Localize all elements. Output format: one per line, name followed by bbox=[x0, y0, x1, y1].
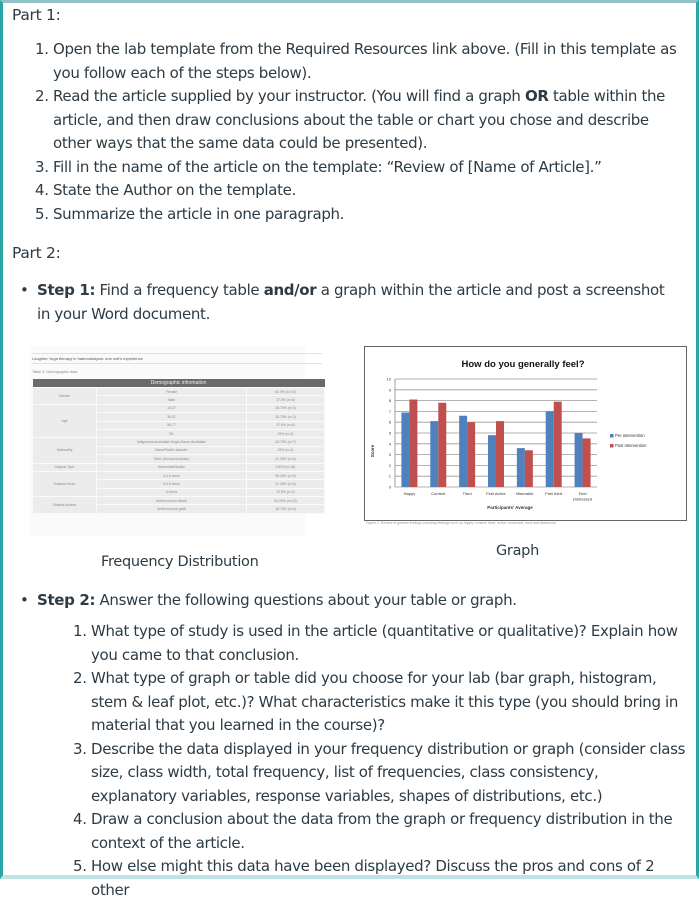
table-value-cell: 18.75% (n=3) bbox=[247, 505, 325, 513]
table-item-cell: 78+ bbox=[97, 429, 247, 437]
table-item-cell: Other (European/Asian) bbox=[97, 455, 247, 463]
frequency-table-image bbox=[30, 346, 305, 536]
legend-swatch bbox=[610, 434, 614, 438]
question-5: 5. How else might this data have been displayed? Discuss the pros and cons of 2 other bbox=[73, 857, 655, 899]
step2-bullet: • Step 2: Answer the following questions about your table or graph. bbox=[20, 591, 517, 609]
bar-post bbox=[496, 421, 504, 487]
table-value-cell: 37.5% (n=6) bbox=[247, 421, 325, 429]
part1-item-1: 1. Open the lab template from the Required Resources link above. (Fill in this template as you follow each of the steps below). bbox=[35, 40, 677, 82]
bar-post bbox=[583, 438, 591, 487]
table-item-cell: Arteriovenous graft bbox=[97, 505, 247, 513]
legend-label: Post Intervention bbox=[615, 443, 647, 448]
y-tick-label: 1 bbox=[388, 473, 391, 479]
table-item-cell: 38-57 bbox=[97, 413, 247, 421]
table-item-cell: 58-77 bbox=[97, 421, 247, 429]
table-item-cell: Arteriovenous fistula bbox=[97, 497, 247, 505]
figure-caption: Figure 2: Review of general feelings including feelings such as happy, content, tired, active, miserable, alert and distressed bbox=[366, 521, 556, 525]
graph-label: Graph bbox=[496, 543, 539, 559]
table-row bbox=[33, 388, 325, 396]
table-value-cell: 43.75% (n=7) bbox=[247, 438, 325, 446]
bar-chart bbox=[365, 347, 685, 519]
table-value-cell: 56.25% (n=9) bbox=[247, 471, 325, 479]
y-tick-label: 3 bbox=[388, 452, 391, 458]
table-row bbox=[33, 471, 325, 479]
x-tick-label: Happy bbox=[403, 491, 416, 496]
y-tick-label: 5 bbox=[388, 430, 391, 436]
table-value-cell: 18.75% (n=3) bbox=[247, 413, 325, 421]
bar-post bbox=[525, 450, 533, 487]
y-tick-label: 0 bbox=[388, 484, 391, 490]
step1-bullet: • Step 1: Find a frequency table and/or a graph within the article and post a screenshot in your Word document. bbox=[20, 281, 665, 323]
y-tick-label: 8 bbox=[388, 398, 391, 404]
table-value-cell: 100% (n=16) bbox=[247, 463, 325, 471]
table-value-cell: 81.25% (n=13) bbox=[247, 497, 325, 505]
y-tick-label: 6 bbox=[388, 419, 391, 425]
part2-heading: Part 2: bbox=[12, 244, 61, 262]
bar-pre bbox=[401, 412, 409, 487]
part1-item-3: 3. Fill in the name of the article on the template: “Review of [Name of Article].” bbox=[35, 157, 602, 176]
bar-pre bbox=[575, 433, 583, 487]
y-axis-label: Score bbox=[370, 444, 375, 458]
question-3: 3. Describe the data displayed in your frequency distribution or graph (consider class size, class width, total frequency, list of frequencies, class consistency, explanatory variables, response variables, shapes of distributions, etc.) bbox=[73, 739, 686, 805]
table-value-cell: 37.5% (n=6) bbox=[247, 396, 325, 404]
legend-label: Pre Intervention bbox=[615, 433, 645, 438]
y-tick-label: 10 bbox=[386, 376, 391, 382]
table-value-cell: 25% (n=4) bbox=[247, 429, 325, 437]
question-2: 2. What type of graph or table did you choose for your lab (bar graph, histogram, stem & leaf plot, etc.)? What characteristics make it this type (you should bring in material that you learned in the course)? bbox=[73, 669, 679, 734]
x-tick-label: Tired bbox=[462, 491, 472, 496]
part1-item-5: 5. Summarize the article in one paragraph. bbox=[35, 204, 345, 223]
x-axis-label: Participants' Average bbox=[487, 505, 533, 510]
table-item-cell: 4-4.5 hours bbox=[97, 471, 247, 479]
table-value-cell: 31.25% (n=5) bbox=[247, 455, 325, 463]
bar-pre bbox=[546, 411, 554, 487]
article-title: Laughter Yoga therapy in haemodialysis: one unit's experience bbox=[32, 353, 322, 364]
table-item-cell: Male bbox=[97, 396, 247, 404]
bar-pre bbox=[430, 421, 438, 487]
table-row bbox=[33, 497, 325, 505]
y-tick-label: 9 bbox=[388, 387, 391, 393]
bar-post bbox=[554, 402, 562, 487]
part1-item-2: 2. Read the article supplied by your instructor. (You will find a graph OR table within the article, and then draw conclusions about the table or chart you chose and describe other ways that the same data could be presented). bbox=[35, 87, 666, 152]
bar-pre bbox=[517, 448, 525, 487]
table-value-cell: 62.5% (n=10) bbox=[247, 388, 325, 396]
legend-swatch bbox=[610, 444, 614, 448]
table-group-cell: Dialysis Access bbox=[33, 497, 97, 514]
table-header: Demographic information bbox=[33, 379, 325, 388]
table-value-cell: 31.25% (n=5) bbox=[247, 480, 325, 488]
question-1: 1. What type of study is used in the article (quantitative or qualitative)? Explain how you came to that conclusion. bbox=[73, 622, 678, 664]
x-tick-label: Feel Active bbox=[486, 491, 506, 496]
table-item-cell: Female bbox=[97, 388, 247, 396]
table-group-cell: Dialysis Type bbox=[33, 463, 97, 471]
bar-post bbox=[467, 422, 475, 487]
y-tick-label: 4 bbox=[388, 441, 391, 447]
bar-post bbox=[438, 403, 446, 487]
table-group-cell: Age bbox=[33, 404, 97, 438]
table-caption: Table 2: Demographic data bbox=[32, 370, 78, 374]
chart-title: How do you generally feel? bbox=[461, 359, 585, 370]
part1-item-4: 4. State the Author on the template. bbox=[35, 181, 296, 199]
question-4: 4. Draw a conclusion about the data from the graph or frequency distribution in the context of the article. bbox=[73, 810, 673, 852]
table-value-cell: 18.75% (n=3) bbox=[247, 404, 325, 412]
frequency-distribution-label: Frequency Distribution bbox=[101, 554, 259, 570]
x-tick-label: Miserable bbox=[516, 491, 534, 496]
part1-heading: Part 1: bbox=[12, 6, 61, 24]
bar-pre bbox=[488, 435, 496, 487]
table-item-cell: 18-37 bbox=[97, 404, 247, 412]
step2-questions bbox=[73, 620, 688, 902]
y-tick-label: 7 bbox=[388, 408, 391, 414]
bar-pre bbox=[459, 416, 467, 487]
table-value-cell: 25% (n=4) bbox=[247, 446, 325, 454]
demographic-table bbox=[32, 379, 325, 514]
table-row bbox=[33, 438, 325, 446]
table-group-cell: Gender bbox=[33, 388, 97, 405]
table-item-cell: Haemodiafiltration bbox=[97, 463, 247, 471]
x-tick-label: Feel Distressed bbox=[573, 491, 593, 502]
table-item-cell: Maori/Pacific Islander bbox=[97, 446, 247, 454]
table-item-cell: 5-5.5 hours bbox=[97, 480, 247, 488]
table-group-cell: Nationality bbox=[33, 438, 97, 463]
bar-post bbox=[409, 400, 417, 487]
table-item-cell: 6 hours bbox=[97, 488, 247, 496]
bar-chart-image bbox=[364, 346, 687, 521]
table-value-cell: 12.5% (n=2) bbox=[247, 488, 325, 496]
x-tick-label: Feel Alert bbox=[545, 491, 563, 496]
table-group-cell: Dialysis Hours bbox=[33, 471, 97, 496]
table-row bbox=[33, 404, 325, 412]
y-tick-label: 2 bbox=[388, 462, 391, 468]
part1-list bbox=[35, 38, 690, 226]
x-tick-label: Content bbox=[431, 491, 446, 496]
table-row bbox=[33, 463, 325, 471]
table-item-cell: Indigenous Australian/ Anglo-Saxon Australian bbox=[97, 438, 247, 446]
